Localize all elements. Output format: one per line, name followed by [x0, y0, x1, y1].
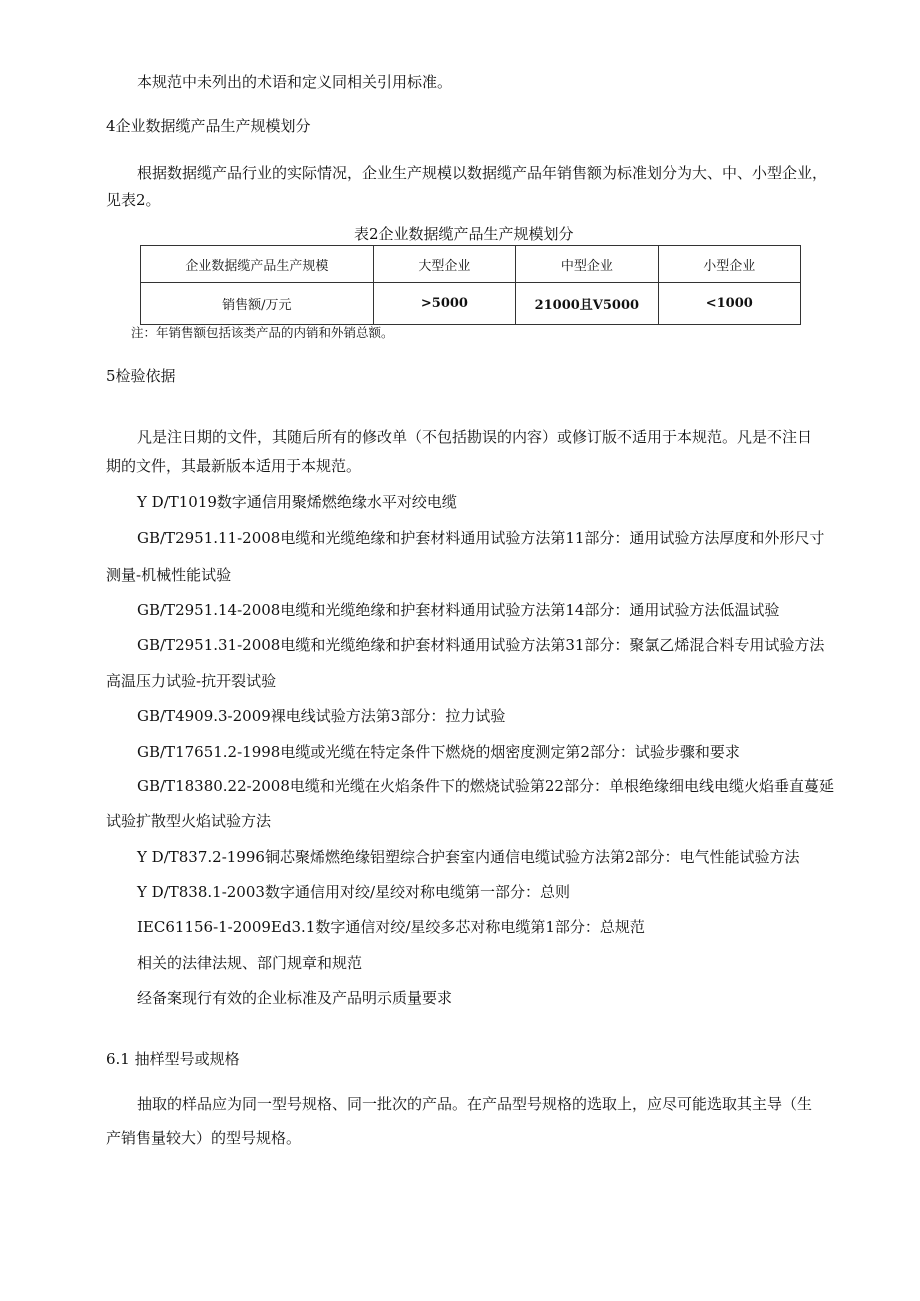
value-small: <1000 — [658, 283, 800, 325]
section-4-paragraph-line-1: 根据数据缆产品行业的实际情况，企业生产规模以数据缆产品年销售额为标准划分为大、中、小型企业， — [137, 164, 828, 182]
reference-item: GB/T17651.2-1998电缆或光缆在特定条件下燃烧的烟密度测定第2部分：试验步骤和要求 — [137, 743, 740, 761]
reference-item-continuation: 测量-机械性能试验 — [106, 566, 232, 584]
reference-item: GB/T2951.31-2008电缆和光缆绝缘和护套材料通用试验方法第31部分：聚氯乙烯混合料专用试验方法 — [137, 636, 825, 654]
reference-item: Y D/T837.2-1996铜芯聚烯燃绝缘铝塑综合护套室内通信电缆试验方法第2部分：电气性能试验方法 — [137, 848, 800, 866]
reference-item: GB/T18380.22-2008电缆和光缆在火焰条件下的燃烧试验第22部分：单根绝缘细电线电缆火焰垂直蔓延 — [137, 777, 834, 795]
section-5-paragraph-line-1: 凡是注日期的文件，其随后所有的修改单（不包括勘误的内容）或修订版不适用于本规范。凡是不注日 — [137, 428, 813, 446]
header-cell-large: 大型企业 — [373, 246, 515, 283]
reference-item-continuation: 试验扩散型火焰试验方法 — [106, 812, 272, 830]
value-medium: 21000且V5000 — [516, 283, 658, 325]
reference-item: 相关的法律法规、部门规章和规范 — [137, 954, 363, 972]
reference-item: IEC61156-1-2009Ed3.1数字通信对绞/星绞多芯对称电缆第1部分：总规范 — [137, 918, 645, 936]
table-note: 注：年销售额包括该类产品的内销和外销总额。 — [131, 325, 394, 340]
reference-item: 经备案现行有效的企业标准及产品明示质量要求 — [137, 989, 453, 1007]
reference-item: GB/T2951.14-2008电缆和光缆绝缘和护套材料通用试验方法第14部分：通用试验方法低温试验 — [137, 601, 780, 619]
section-4-paragraph-line-2: 见表2。 — [106, 191, 161, 209]
header-cell-medium: 中型企业 — [516, 246, 658, 283]
section-6-1-paragraph-line-1: 抽取的样品应为同一型号规格、同一批次的产品。在产品型号规格的选取上，应尽可能选取其主导（生 — [137, 1095, 813, 1113]
header-cell-small: 小型企业 — [658, 246, 800, 283]
intro-paragraph: 本规范中未列出的术语和定义同相关引用标准。 — [137, 73, 453, 91]
section-4-heading: 4企业数据缆产品生产规模划分 — [106, 117, 311, 135]
reference-item-continuation: 高温压力试验-抗开裂试验 — [106, 672, 277, 690]
section-5-heading: 5检验依据 — [106, 367, 176, 385]
reference-item: GB/T4909.3-2009裸电线试验方法第3部分：拉力试验 — [137, 707, 506, 725]
row-label-sales: 销售额/万元 — [141, 283, 374, 325]
header-cell-category: 企业数据缆产品生产规模 — [141, 246, 374, 283]
scale-table — [140, 245, 801, 325]
reference-item: Y D/T838.1-2003数字通信用对绞/星绞对称电缆第一部分：总则 — [137, 883, 570, 901]
section-5-paragraph-line-2: 期的文件，其最新版本适用于本规范。 — [106, 457, 362, 475]
section-6-1-paragraph-line-2: 产销售量较大）的型号规格。 — [106, 1129, 302, 1147]
reference-item: Y D/T1019数字通信用聚烯燃绝缘水平对绞电缆 — [137, 493, 457, 511]
table-caption: 表2企业数据缆产品生产规模划分 — [354, 225, 574, 243]
table-row — [141, 283, 801, 325]
section-6-1-heading: 6.1 抽样型号或规格 — [106, 1050, 240, 1068]
table-header-row — [141, 246, 801, 283]
value-large: >5000 — [373, 283, 515, 325]
reference-item: GB/T2951.11-2008电缆和光缆绝缘和护套材料通用试验方法第11部分：通用试验方法厚度和外形尺寸 — [137, 529, 825, 547]
